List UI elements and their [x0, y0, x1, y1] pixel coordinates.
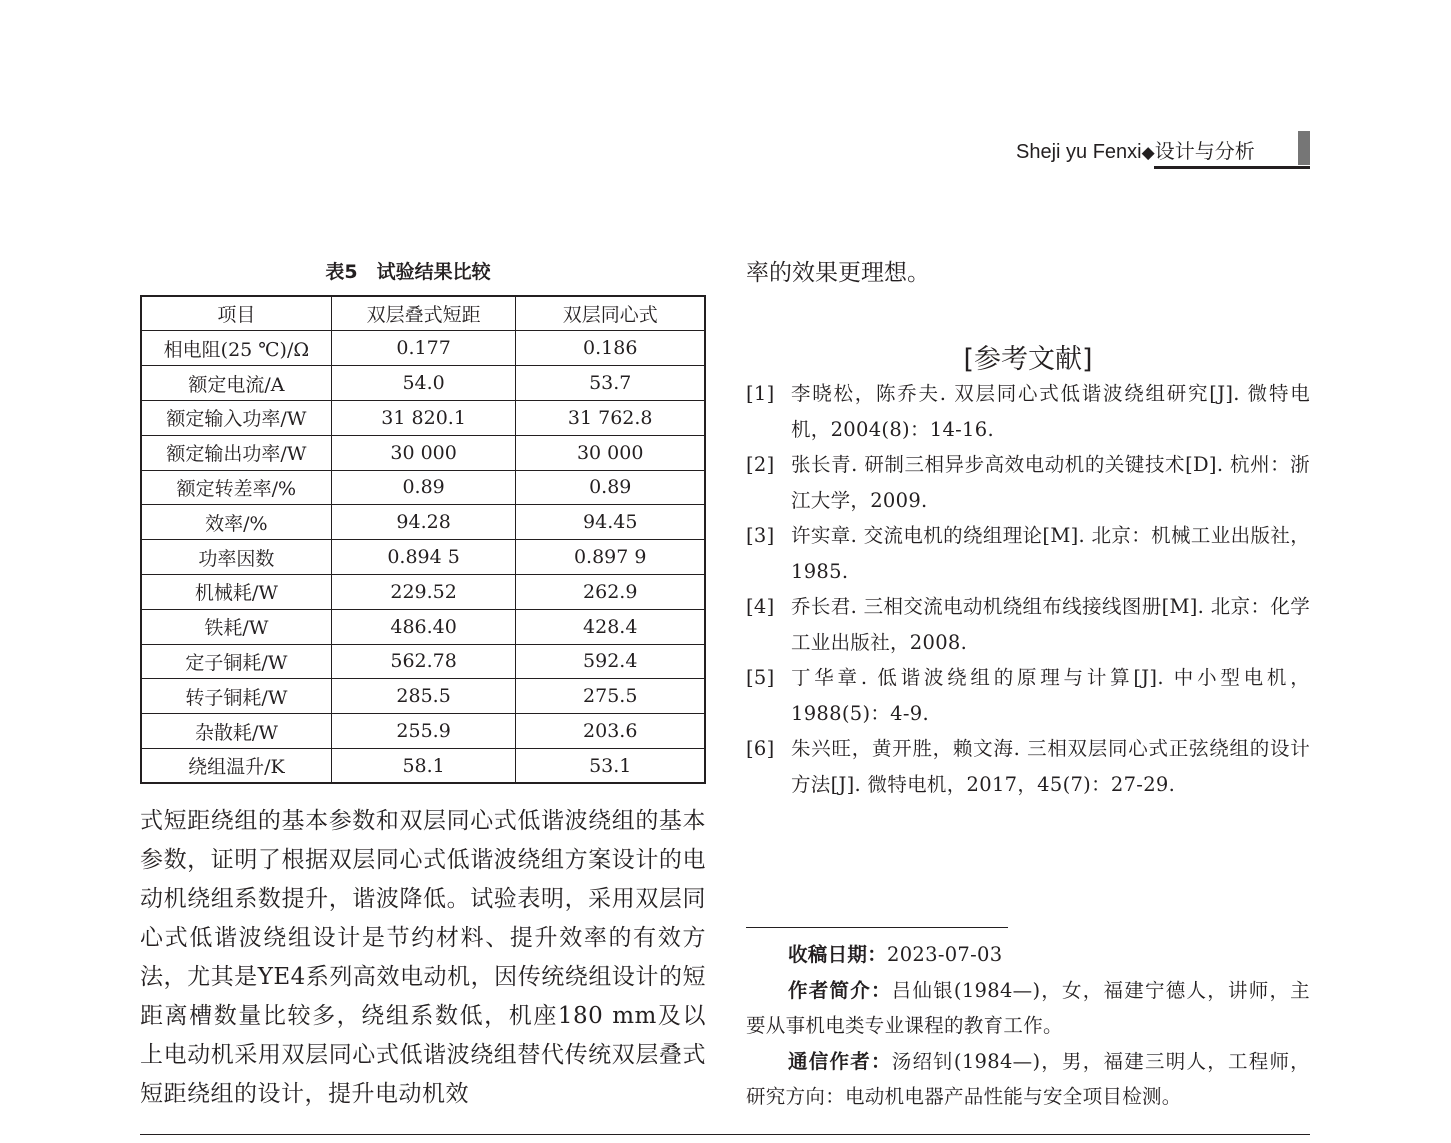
value-cell: 58.1 [331, 748, 516, 783]
value-cell: 30 000 [331, 435, 516, 470]
table-row [141, 366, 705, 401]
row-label-cell: 相电阻(25 ℃)/Ω [141, 331, 331, 366]
author-bio: 作者简介：吕仙银(1984—)，女，福建宁德人，讲师，主要从事机电类专业课程的教育工作。 [746, 978, 1310, 1037]
value-cell: 31 820.1 [331, 400, 516, 435]
references-list [746, 376, 1310, 802]
header-marker-bar [1298, 131, 1310, 165]
value-cell: 428.4 [516, 609, 705, 644]
footnotes [746, 937, 1310, 1115]
row-label-cell: 铁耗/W [141, 609, 331, 644]
table-row [141, 505, 705, 540]
row-label-cell: 额定转差率/% [141, 470, 331, 505]
row-label-cell: 机械耗/W [141, 574, 331, 609]
reference-text: 许实章. 交流电机的绕组理论[M]. 北京：机械工业出版社，1985. [791, 524, 1310, 583]
header-pinyin: Sheji yu Fenxi [1016, 141, 1142, 163]
value-cell: 0.186 [516, 331, 705, 366]
reference-number: [2] [746, 453, 775, 476]
header-text [1016, 135, 1255, 164]
reference-number: [4] [746, 595, 775, 618]
value-cell: 203.6 [516, 714, 705, 749]
value-cell: 486.40 [331, 609, 516, 644]
table-row [141, 400, 705, 435]
value-cell: 0.89 [331, 470, 516, 505]
reference-text: 丁华章. 低谐波绕组的原理与计算[J]. 中小型电机，1988(5)：4-9. [791, 666, 1310, 725]
reference-number: [3] [746, 524, 775, 547]
value-cell: 31 762.8 [516, 400, 705, 435]
table-row [141, 540, 705, 575]
row-label-cell: 功率因数 [141, 540, 331, 575]
reference-text: 李晓松，陈乔夫. 双层同心式低谐波绕组研究[J]. 微特电机，2004(8)：14-16. [791, 382, 1310, 441]
reference-number: [6] [746, 737, 775, 760]
table-row [141, 679, 705, 714]
value-cell: 54.0 [331, 366, 516, 401]
value-cell: 285.5 [331, 679, 516, 714]
value-cell: 0.897 9 [516, 540, 705, 575]
table-row [141, 435, 705, 470]
table-row [141, 574, 705, 609]
reference-item [746, 660, 1310, 731]
value-cell: 53.1 [516, 748, 705, 783]
value-cell: 94.28 [331, 505, 516, 540]
body-paragraph-left: 式短距绕组的基本参数和双层同心式低谐波绕组的基本参数，证明了根据双层同心式低谐波绕组方案设计的电动机绕组系数提升，谐波降低。试验表明，采用双层同心式低谐波绕组设计是节约材料、提升效率的有效方法，尤其是YE4系列高效电动机，因传统绕组设计的短距离槽数量比较多，绕组系数低，机座180 mm及以上电动机采用双层同心式低谐波绕组替代传统双层叠式短距绕组的设计，提升电动机效 [140, 808, 706, 1107]
row-label-cell: 转子铜耗/W [141, 679, 331, 714]
left-column [140, 255, 706, 784]
page-bottom-rule [140, 1134, 1310, 1135]
table-row [141, 609, 705, 644]
reference-item [746, 589, 1310, 660]
value-cell: 229.52 [331, 574, 516, 609]
footnote-divider [746, 927, 1008, 928]
reference-text: 朱兴旺，黄开胜，赖文海. 三相双层同心式正弦绕组的设计方法[J]. 微特电机，2017，45(7)：27-29. [791, 737, 1310, 796]
body-paragraph-right: 率的效果更理想。 [746, 260, 930, 286]
value-cell: 94.45 [516, 505, 705, 540]
reference-item [746, 518, 1310, 589]
reference-text: 张长青. 研制三相异步高效电动机的关键技术[D]. 杭州：浙江大学，2009. [791, 453, 1310, 512]
table-row [141, 644, 705, 679]
table-header-row [141, 296, 705, 331]
row-label-cell: 效率/% [141, 505, 331, 540]
table-row [141, 331, 705, 366]
references-title: [参考文献] [963, 344, 1093, 375]
row-label-cell: 额定输入功率/W [141, 400, 331, 435]
value-cell: 275.5 [516, 679, 705, 714]
reference-text: 乔长君. 三相交流电动机绕组布线接线图册[M]. 北京：化学工业出版社，2008. [791, 595, 1310, 654]
reference-item [746, 376, 1310, 447]
row-label-cell: 定子铜耗/W [141, 644, 331, 679]
table-caption: 表5 试验结果比较 [325, 261, 491, 283]
header-underline [1154, 166, 1310, 169]
table-row [141, 714, 705, 749]
value-cell: 0.177 [331, 331, 516, 366]
reference-item [746, 447, 1310, 518]
results-table [140, 295, 706, 784]
value-cell: 262.9 [516, 574, 705, 609]
value-cell: 0.89 [516, 470, 705, 505]
reference-number: [5] [746, 666, 775, 689]
row-label-cell: 额定输出功率/W [141, 435, 331, 470]
value-cell: 592.4 [516, 644, 705, 679]
reference-item [746, 731, 1310, 802]
table-header-cell: 双层同心式 [516, 296, 705, 331]
table-row [141, 748, 705, 783]
corresponding-author: 通信作者：汤绍钊(1984—)，男，福建三明人，工程师，研究方向：电动机电器产品性能与安全项目检测。 [746, 1049, 1310, 1108]
header-section: 设计与分析 [1154, 141, 1255, 163]
table-header-cell: 项目 [141, 296, 331, 331]
diamond-icon: ◆ [1141, 143, 1155, 162]
table-header-cell: 双层叠式短距 [331, 296, 516, 331]
row-label-cell: 额定电流/A [141, 366, 331, 401]
value-cell: 30 000 [516, 435, 705, 470]
table-row [141, 470, 705, 505]
row-label-cell: 绕组温升/K [141, 748, 331, 783]
running-header [1016, 131, 1310, 169]
value-cell: 0.894 5 [331, 540, 516, 575]
reference-number: [1] [746, 382, 775, 405]
received-date: 收稿日期：2023-07-03 [788, 943, 1003, 966]
value-cell: 53.7 [516, 366, 705, 401]
value-cell: 255.9 [331, 714, 516, 749]
value-cell: 562.78 [331, 644, 516, 679]
row-label-cell: 杂散耗/W [141, 714, 331, 749]
